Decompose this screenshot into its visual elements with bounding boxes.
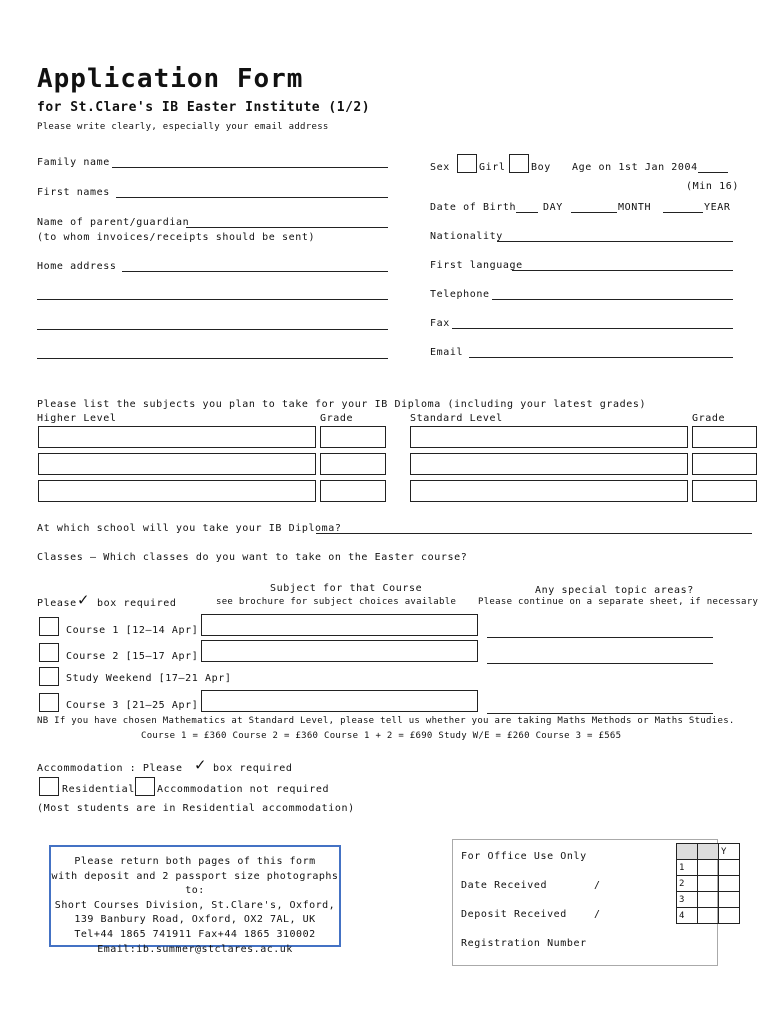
- subject-column-note: see brochure for subject choices available: [216, 597, 457, 607]
- higher-grade-input-1[interactable]: [320, 426, 386, 448]
- return-line-2: with deposit and 2 passport size photographs to:: [51, 870, 339, 897]
- course2-special-field[interactable]: [487, 663, 713, 664]
- course1-checkbox[interactable]: [39, 617, 59, 636]
- email-label: Email: [430, 347, 464, 358]
- course2-label: Course 2 [15–17 Apr]: [66, 651, 199, 662]
- standard-grade-input-2[interactable]: [692, 453, 757, 475]
- study-weekend-label: Study Weekend [17–21 Apr]: [66, 673, 232, 684]
- grid-cell[interactable]: [698, 908, 719, 924]
- higher-subject-input-3[interactable]: [38, 480, 316, 502]
- standard-subject-input-1[interactable]: [410, 426, 688, 448]
- course1-special-field[interactable]: [487, 637, 713, 638]
- grid-cell[interactable]: [698, 892, 719, 908]
- page-subtitle: for St.Clare's IB Easter Institute (1/2): [37, 100, 371, 115]
- course3-subject-input[interactable]: [201, 690, 478, 712]
- registration-number-label: Registration Number: [461, 938, 587, 949]
- course1-subject-input[interactable]: [201, 614, 478, 636]
- accommodation-not-required-checkbox[interactable]: [135, 777, 155, 796]
- course2-subject-input[interactable]: [201, 640, 478, 662]
- return-line-3: Short Courses Division, St.Clare's, Oxford,: [54, 899, 336, 911]
- tick-icon: ✓: [78, 590, 89, 610]
- min-age-note: (Min 16): [686, 181, 739, 192]
- office-use-heading: For Office Use Only: [461, 851, 587, 862]
- parent-name-field[interactable]: [186, 227, 388, 228]
- date-received-slash: /: [594, 880, 601, 891]
- dob-year-field[interactable]: [663, 212, 703, 213]
- grid-cell[interactable]: [719, 908, 740, 924]
- home-address-field-2[interactable]: [37, 299, 388, 300]
- family-name-label: Family name: [37, 157, 110, 168]
- accommodation-box-required: box required: [213, 763, 293, 774]
- accommodation-note: (Most students are in Residential accommodation): [37, 803, 355, 814]
- telephone-field[interactable]: [492, 299, 733, 300]
- parent-note: (to whom invoices/receipts should be sent): [37, 232, 316, 243]
- standard-level-header: Standard Level: [410, 413, 503, 424]
- office-checklist-grid: [676, 843, 740, 924]
- school-question: At which school will you take your IB Diploma?: [37, 523, 342, 534]
- home-address-label: Home address: [37, 261, 117, 272]
- first-names-field[interactable]: [116, 197, 388, 198]
- age-label: Age on 1st Jan 2004: [572, 162, 698, 173]
- return-line-1: Please return both pages of this form: [74, 856, 316, 867]
- accommodation-not-required-label: Accommodation not required: [157, 784, 330, 795]
- girl-checkbox[interactable]: [457, 154, 477, 173]
- standard-grade-input-1[interactable]: [692, 426, 757, 448]
- home-address-field-1[interactable]: [122, 271, 388, 272]
- standard-subject-input-2[interactable]: [410, 453, 688, 475]
- standard-grade-input-3[interactable]: [692, 480, 757, 502]
- special-topics-header: Any special topic areas?: [535, 585, 694, 596]
- grid-row-label: 2: [677, 876, 698, 892]
- special-topics-note: Please continue on a separate sheet, if necessary: [478, 597, 759, 607]
- grid-cell[interactable]: [719, 860, 740, 876]
- dob-day-field[interactable]: [516, 212, 538, 213]
- nationality-label: Nationality: [430, 231, 503, 242]
- higher-grade-input-2[interactable]: [320, 453, 386, 475]
- dob-label: Date of Birth: [430, 202, 517, 213]
- instruction-text: Please write clearly, especially your email address: [37, 122, 329, 132]
- boy-checkbox[interactable]: [509, 154, 529, 173]
- girl-label: Girl: [479, 162, 506, 173]
- dob-month-field[interactable]: [571, 212, 617, 213]
- fax-label: Fax: [430, 318, 450, 329]
- tick-icon: ✓: [195, 755, 206, 775]
- date-received-label: Date Received: [461, 880, 548, 891]
- dob-day-label: DAY: [543, 202, 563, 213]
- grid-row-label: 4: [677, 908, 698, 924]
- grid-row-label: 1: [677, 860, 698, 876]
- higher-grade-input-3[interactable]: [320, 480, 386, 502]
- first-language-field[interactable]: [512, 270, 733, 271]
- course-prices: Course 1 = £360 Course 2 = £360 Course 1 + 2 = £690 Study W/E = £260 Course 3 = £565: [141, 731, 622, 741]
- please-tick-label: Please: [37, 598, 77, 609]
- box-required-label: box required: [97, 598, 177, 609]
- higher-subject-input-1[interactable]: [38, 426, 316, 448]
- return-line-5: Tel+44 1865 741911 Fax+44 1865 310002: [74, 928, 316, 940]
- dob-month-label: MONTH: [618, 202, 652, 213]
- nationality-field[interactable]: [497, 241, 733, 242]
- return-line-4: 139 Banbury Road, Oxford, OX2 7AL, UK: [74, 914, 316, 926]
- accommodation-heading: Accommodation : Please: [37, 763, 183, 774]
- course2-checkbox[interactable]: [39, 643, 59, 662]
- course3-checkbox[interactable]: [39, 693, 59, 712]
- residential-label: Residential: [62, 784, 135, 795]
- grid-cell[interactable]: [698, 876, 719, 892]
- sex-label: Sex: [430, 162, 450, 173]
- subjects-intro: Please list the subjects you plan to take for your IB Diploma (including your latest grades): [37, 399, 647, 410]
- boy-label: Boy: [531, 162, 551, 173]
- page-title: Application Form: [37, 64, 304, 94]
- dob-year-label: YEAR: [704, 202, 731, 213]
- higher-subject-input-2[interactable]: [38, 453, 316, 475]
- first-language-label: First language: [430, 260, 523, 271]
- residential-checkbox[interactable]: [39, 777, 59, 796]
- grid-row-label: 3: [677, 892, 698, 908]
- standard-grade-header: Grade: [692, 413, 726, 424]
- deposit-received-label: Deposit Received: [461, 909, 567, 920]
- deposit-received-slash: /: [594, 909, 601, 920]
- course1-label: Course 1 [12–14 Apr]: [66, 625, 199, 636]
- school-field[interactable]: [316, 533, 752, 534]
- email-field[interactable]: [469, 357, 733, 358]
- return-line-6: Email:ib.summer@stclares.ac.uk: [97, 943, 293, 955]
- age-field[interactable]: [698, 172, 728, 173]
- parent-name-label: Name of parent/guardian: [37, 217, 190, 228]
- fax-field[interactable]: [452, 328, 733, 329]
- telephone-label: Telephone: [430, 289, 490, 300]
- return-address-box: [49, 845, 341, 955]
- subject-column-header: Subject for that Course: [270, 583, 423, 594]
- grid-cell[interactable]: [719, 892, 740, 908]
- standard-subject-input-3[interactable]: [410, 480, 688, 502]
- maths-note: NB If you have chosen Mathematics at Standard Level, please tell us whether you are taking Maths Methods or Maths Studies.: [37, 716, 735, 726]
- home-address-field-4[interactable]: [37, 358, 388, 359]
- higher-grade-header: Grade: [320, 413, 354, 424]
- course3-special-field[interactable]: [487, 713, 713, 714]
- grid-cell[interactable]: [719, 876, 740, 892]
- family-name-field[interactable]: [112, 167, 388, 168]
- first-names-label: First names: [37, 187, 110, 198]
- grid-header-y: Y: [719, 844, 740, 860]
- grid-cell[interactable]: [698, 860, 719, 876]
- home-address-field-3[interactable]: [37, 329, 388, 330]
- higher-level-header: Higher Level: [37, 413, 117, 424]
- course3-label: Course 3 [21–25 Apr]: [66, 700, 199, 711]
- classes-heading: Classes – Which classes do you want to take on the Easter course?: [37, 552, 468, 563]
- study-weekend-checkbox[interactable]: [39, 667, 59, 686]
